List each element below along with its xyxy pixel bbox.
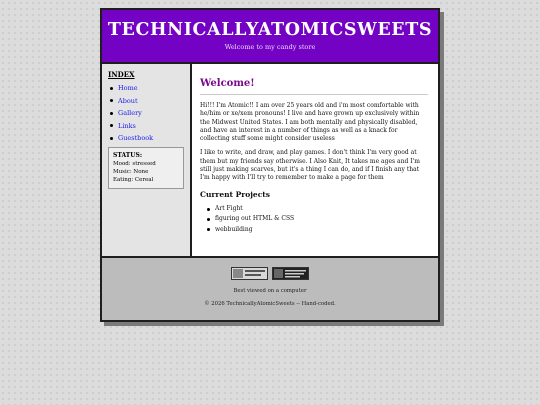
badge-row (102, 267, 438, 280)
best-viewed-text: Best viewed on a computer (233, 288, 307, 294)
projects-list (200, 205, 428, 234)
nav-link-gallery[interactable]: Gallery (118, 109, 142, 117)
nav-link-home[interactable]: Home (118, 84, 138, 92)
hobbies-paragraph: I like to write, and draw, and play games. I don't think I'm very good at them but my friends say otherwise. I Also Knit, It takes me ages and I'm still just making scarves, but it's a thing I can do, and if I finish any that I'm happy with I'll try to remember to make a page for them (200, 149, 420, 182)
main-content (192, 64, 438, 256)
page-frame (100, 8, 440, 322)
site-footer (102, 258, 438, 320)
nav-item-about (108, 97, 184, 105)
copyright-text: © 2026 TechnicallyAtomicSweets -- Hand-coded. (204, 301, 336, 307)
nav-item-home (108, 84, 184, 92)
projects-heading: Current Projects (200, 189, 270, 199)
site-title: TECHNICALLYATOMICSWEETS (107, 20, 433, 40)
nav-item-guestbook (108, 134, 184, 142)
nav-item-gallery (108, 109, 184, 117)
content-columns (102, 64, 438, 258)
list-item (200, 205, 428, 213)
sidebar (102, 64, 192, 256)
nav-link-about[interactable]: About (118, 96, 138, 105)
bullet-icon (110, 112, 113, 115)
index-title: INDEX (108, 70, 135, 79)
nav-list (108, 84, 184, 142)
badge-2-icon (273, 268, 308, 279)
bullet-icon (207, 228, 210, 231)
nav-link-guestbook[interactable]: Guestbook (118, 134, 154, 142)
list-item (200, 226, 428, 234)
nav-item-links (108, 122, 184, 130)
web-badge-1[interactable] (231, 267, 268, 280)
list-item (200, 215, 428, 223)
web-badge-2[interactable] (272, 267, 309, 280)
site-tagline: Welcome to my candy store (224, 43, 316, 51)
bullet-icon (110, 124, 113, 127)
nav-link-links[interactable]: Links (118, 121, 136, 130)
bullet-icon (207, 208, 210, 211)
status-box (108, 147, 184, 189)
project-label: figuring out HTML & CSS (215, 215, 295, 223)
bullet-icon (110, 137, 113, 140)
status-music: Music: None (113, 169, 149, 175)
project-label: webbuilding (215, 225, 253, 233)
project-label: Art Fight (215, 204, 243, 212)
bullet-icon (207, 218, 210, 221)
status-eating: Eating: Cereal (113, 177, 154, 183)
intro-paragraph: Hi!!! I'm Atomic!! I am over 25 years old and i'm most comfortable with he/him or xe/xem pronouns! I live and have grown up exclusively within the Midwest United States. I am both mentally and physically disabled, and have an interest in a number of things as well as a knack for collecting stuff some might consider useless (200, 102, 420, 143)
status-mood: Mood: stressed (113, 161, 156, 167)
bullet-icon (110, 87, 113, 90)
badge-1-icon (232, 268, 267, 279)
welcome-heading: Welcome! (200, 78, 428, 95)
site-header (102, 10, 438, 64)
status-title: STATUS: (113, 152, 143, 159)
bullet-icon (110, 99, 113, 102)
